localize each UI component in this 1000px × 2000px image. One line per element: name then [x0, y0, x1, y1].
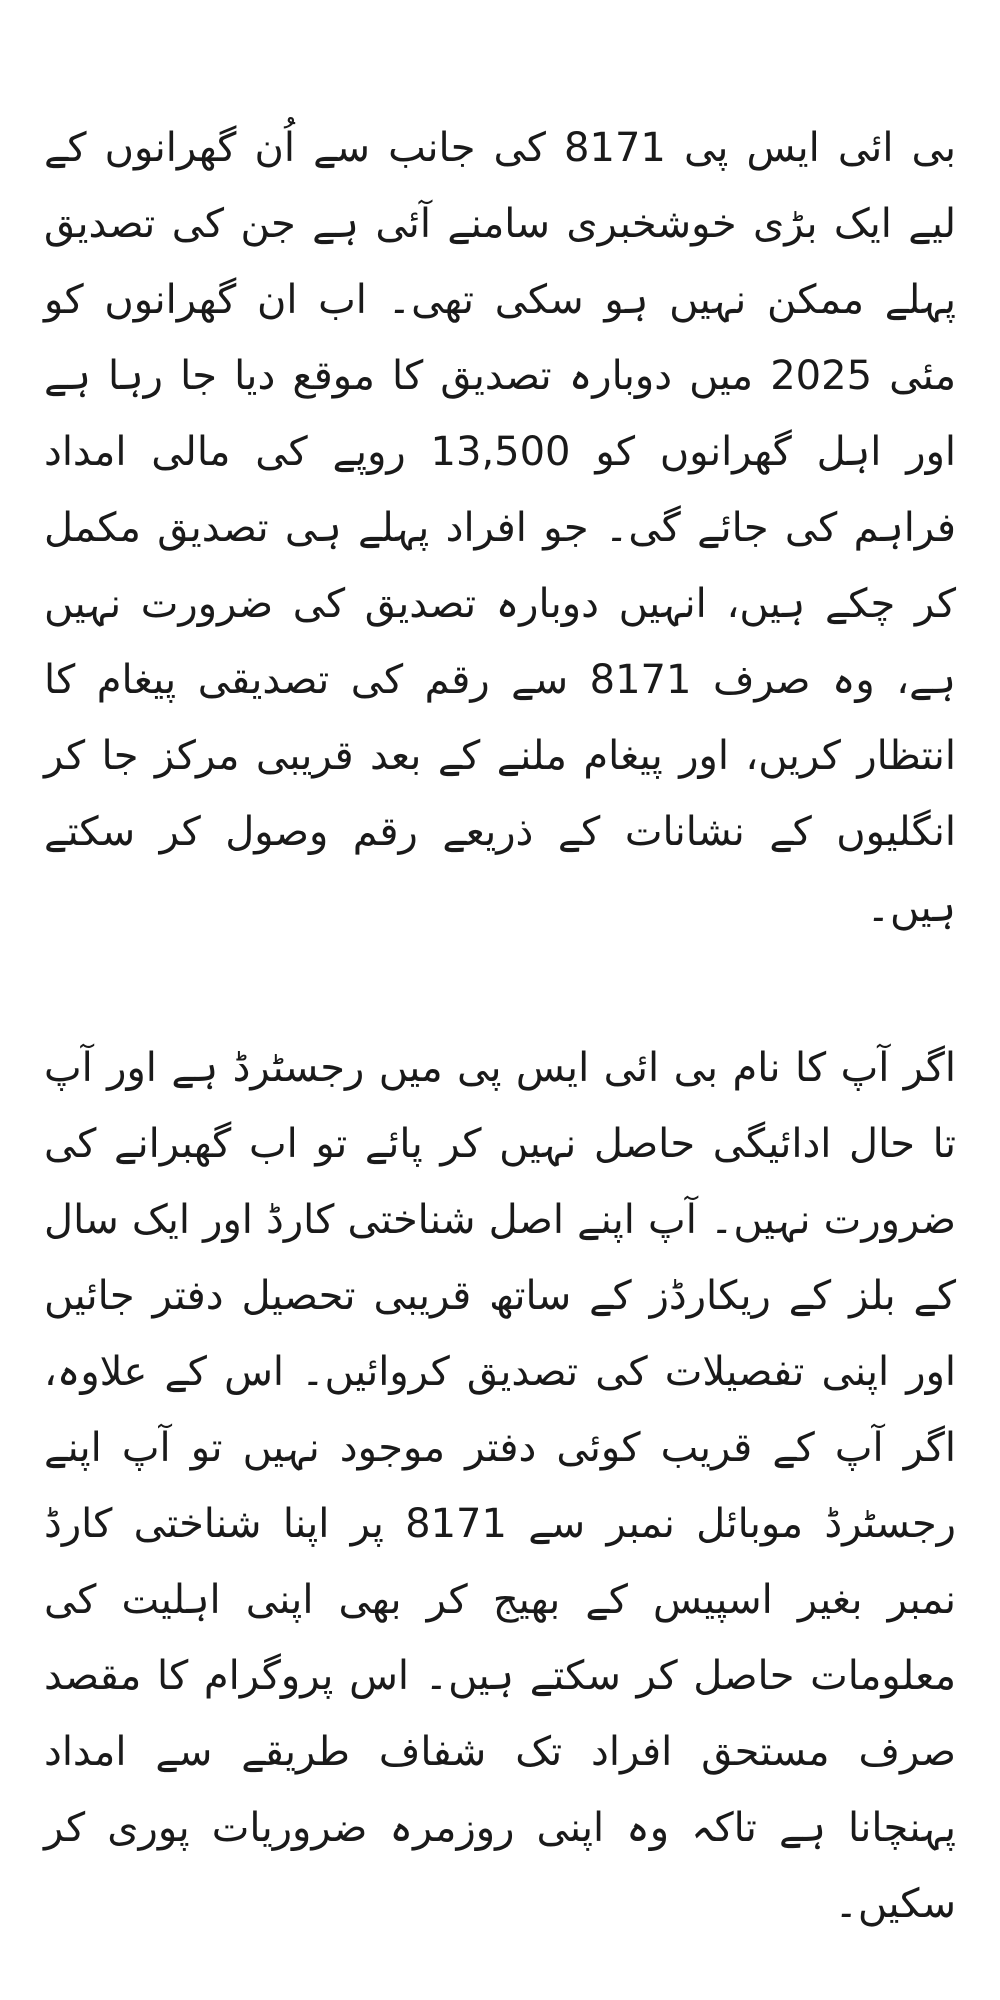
- article-paragraph-2: اگر آپ کا نام بی ائی ایس پی میں رجسٹرڈ ہے اور آپ تا حال ادائیگی حاصل نہیں کر پائے تو اب گھبرانے کی ضرورت نہیں۔ آپ اپنے اصل شناختی کارڈ اور ایک سال کے بلز کے ریکارڈز کے ساتھ قریبی تحصیل دفتر جائیں اور اپنی تفصیلات کی تصدیق کروائیں۔ اس کے علاوہ، اگر آپ کے قریب کوئی دفتر موجود نہیں تو آپ اپنے رجسٹرڈ موبائل نمبر سے 8171 پر اپنا شناختی کارڈ نمبر بغیر اسپیس کے بھیج کر بھی اپنی اہلیت کی معلومات حاصل کر سکتے ہیں۔ اس پروگرام کا مقصد صرف مستحق افراد تک شفاف طریقے سے امداد پہنچانا ہے تاکہ وہ اپنی روزمرہ ضروریات پوری کر سکیں۔: [44, 1045, 956, 1927]
- article-paragraph-1: بی ائی ایس پی 8171 کی جانب سے اُن گھرانوں کے لیے ایک بڑی خوشخبری سامنے آئی ہے جن کی تصدیق پہلے ممکن نہیں ہو سکی تھی۔ اب ان گھرانوں کو مئی 2025 میں دوبارہ تصدیق کا موقع دیا جا رہا ہے اور اہل گھرانوں کو 13,500 روپے کی مالی امداد فراہم کی جائے گی۔ جو افراد پہلے ہی تصدیق مکمل کر چکے ہیں، انہیں دوبارہ تصدیق کی ضرورت نہیں ہے، وہ صرف 8171 سے رقم کی تصدیقی پیغام کا انتظار کریں، اور پیغام ملنے کے بعد قریبی مرکز جا کر انگلیوں کے نشانات کے ذریعے رقم وصول کر سکتے ہیں۔: [44, 125, 956, 931]
